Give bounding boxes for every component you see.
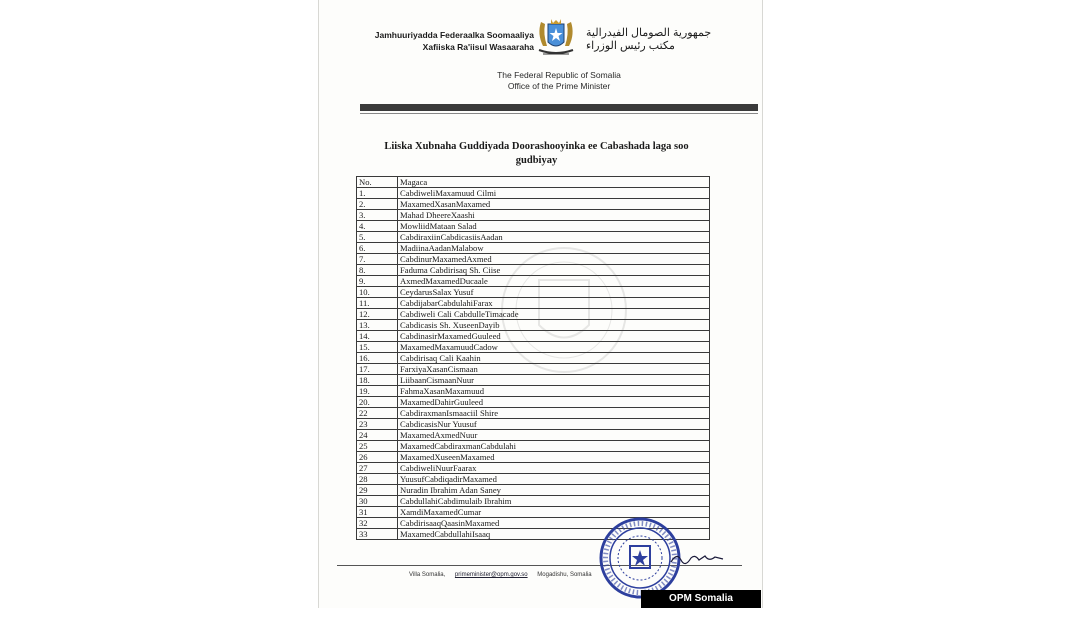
row-name: FarxiyaXasanCismaan [398, 364, 710, 375]
document-page [318, 0, 763, 608]
table-row [357, 375, 710, 386]
table-header-row [357, 177, 710, 188]
row-number: 3. [357, 210, 398, 221]
row-number: 14. [357, 331, 398, 342]
header-divider-thin [360, 113, 758, 114]
row-number: 25 [357, 441, 398, 452]
table-row [357, 419, 710, 430]
row-number: 12. [357, 309, 398, 320]
table-row [357, 243, 710, 254]
row-name: CabdiweliNuurFaarax [398, 463, 710, 474]
row-number: 1. [357, 188, 398, 199]
row-name: MaxamedCabdullahiIsaaq [398, 529, 710, 540]
table-row [357, 441, 710, 452]
row-number: 30 [357, 496, 398, 507]
table-row [357, 210, 710, 221]
row-number: 28 [357, 474, 398, 485]
row-number: 5. [357, 232, 398, 243]
row-name: CeydarusSalax Yusuf [398, 287, 710, 298]
row-name: CabdicasisNur Yuusuf [398, 419, 710, 430]
column-header-name: Magaca [398, 177, 710, 188]
somali-line-2: Xafiiska Ra'iisul Wasaaraha [422, 42, 534, 52]
table-row [357, 353, 710, 364]
row-number: 23 [357, 419, 398, 430]
table-row [357, 309, 710, 320]
row-name: MaxamedMaxamuudCadow [398, 342, 710, 353]
footer-location: Villa Somalia, [409, 572, 446, 578]
row-name: FahmaXasanMaxamuud [398, 386, 710, 397]
table-row [357, 199, 710, 210]
row-name: MaxamedAxmedNuur [398, 430, 710, 441]
table-row [357, 408, 710, 419]
document-title: Liiska Xubnaha Guddiyada Doorashooyinka ee Cabashada laga soo gudbiyay [384, 141, 689, 166]
english-line-2: Office of the Prime Minister [507, 81, 611, 91]
row-number: 26 [357, 452, 398, 463]
row-name: MaxamedXuseenMaxamed [398, 452, 710, 463]
row-name: CabdiraxiinCabdicasiisAadan [398, 232, 710, 243]
table-row [357, 320, 710, 331]
row-number: 9. [357, 276, 398, 287]
members-table [356, 176, 710, 540]
row-number: 13. [357, 320, 398, 331]
row-number: 18. [357, 375, 398, 386]
row-name: CabdijabarCabdulahiFarax [398, 298, 710, 309]
row-name: MaxamedDahirGuuleed [398, 397, 710, 408]
table-row [357, 430, 710, 441]
row-name: Nuradin Ibrahim Adan Saney [398, 485, 710, 496]
table-row [357, 452, 710, 463]
row-name: Cabdirisaq Cali Kaahin [398, 353, 710, 364]
table-row [357, 485, 710, 496]
row-number: 32 [357, 518, 398, 529]
row-name: MowliidMataan Salad [398, 221, 710, 232]
row-number: 15. [357, 342, 398, 353]
letterhead-arabic [586, 27, 736, 53]
row-number: 16. [357, 353, 398, 364]
english-line-1: The Federal Republic of Somalia [497, 70, 621, 80]
arabic-line-1: جمهورية الصومال الفيدرالية [586, 27, 712, 39]
table-row [357, 386, 710, 397]
table-row [357, 331, 710, 342]
row-name: AxmedMaxamedDucaale [398, 276, 710, 287]
row-number: 33 [357, 529, 398, 540]
row-name: Cabdicasis Sh. XuseenDayib [398, 320, 710, 331]
row-name: MaxamedXasanMaxamed [398, 199, 710, 210]
arabic-line-2: مكتب رئيس الوزراء [586, 40, 675, 52]
row-number: 19. [357, 386, 398, 397]
table-row [357, 474, 710, 485]
row-number: 10. [357, 287, 398, 298]
table-row [357, 463, 710, 474]
row-number: 22 [357, 408, 398, 419]
table-row [357, 496, 710, 507]
row-name: CabdinasirMaxamedGuuleed [398, 331, 710, 342]
table-row [357, 298, 710, 309]
column-header-no: No. [357, 177, 398, 188]
row-number: 11. [357, 298, 398, 309]
row-number: 20. [357, 397, 398, 408]
table-row [357, 342, 710, 353]
table-row [357, 265, 710, 276]
row-number: 17. [357, 364, 398, 375]
row-number: 29 [357, 485, 398, 496]
row-name: CabdinurMaxamedAxmed [398, 254, 710, 265]
table-row [357, 221, 710, 232]
letterhead-somali [364, 29, 534, 53]
row-number: 6. [357, 243, 398, 254]
row-name: CabdiweliMaxamuud Cilmi [398, 188, 710, 199]
row-number: 4. [357, 221, 398, 232]
row-name: MaxamedCabdiraxmanCabdulahi [398, 441, 710, 452]
table-row [357, 188, 710, 199]
letterhead-english [429, 70, 689, 92]
row-number: 27 [357, 463, 398, 474]
row-number: 24 [357, 430, 398, 441]
row-name: CabdirisaaqQaasinMaxamed [398, 518, 710, 529]
table-row [357, 276, 710, 287]
row-name: Mahad DheereXaashi [398, 210, 710, 221]
row-name: MadiinaAadanMalabow [398, 243, 710, 254]
row-number: 2. [357, 199, 398, 210]
row-name: XamdiMaxamedCumar [398, 507, 710, 518]
table-row [357, 232, 710, 243]
table-row [357, 364, 710, 375]
row-name: LiibaanCismaanNuur [398, 375, 710, 386]
table-row [357, 397, 710, 408]
row-number: 8. [357, 265, 398, 276]
somali-line-1: Jamhuuriyadda Federaalka Soomaaliya [374, 30, 534, 40]
header-divider-thick [360, 104, 758, 111]
row-name: CabdiraxmanIsmaaciil Shire [398, 408, 710, 419]
row-number: 7. [357, 254, 398, 265]
signature [669, 548, 729, 568]
row-number: 31 [357, 507, 398, 518]
row-name: CabdullahiCabdimulaib Ibrahim [398, 496, 710, 507]
table-row [357, 287, 710, 298]
table-row [357, 254, 710, 265]
row-name: Cabdiweli Cali CabdulleTimacade [398, 309, 710, 320]
footer-email: primeminister@opm.gov.so [454, 572, 528, 578]
row-name: Faduma Cabdirisaq Sh. Ciise [398, 265, 710, 276]
row-name: YuusufCabdiqadirMaxamed [398, 474, 710, 485]
coat-of-arms-emblem [533, 16, 579, 60]
image-credit: OPM Somalia (Facebook) [641, 590, 761, 608]
footer-city: Mogadishu, Somalia [537, 572, 592, 578]
